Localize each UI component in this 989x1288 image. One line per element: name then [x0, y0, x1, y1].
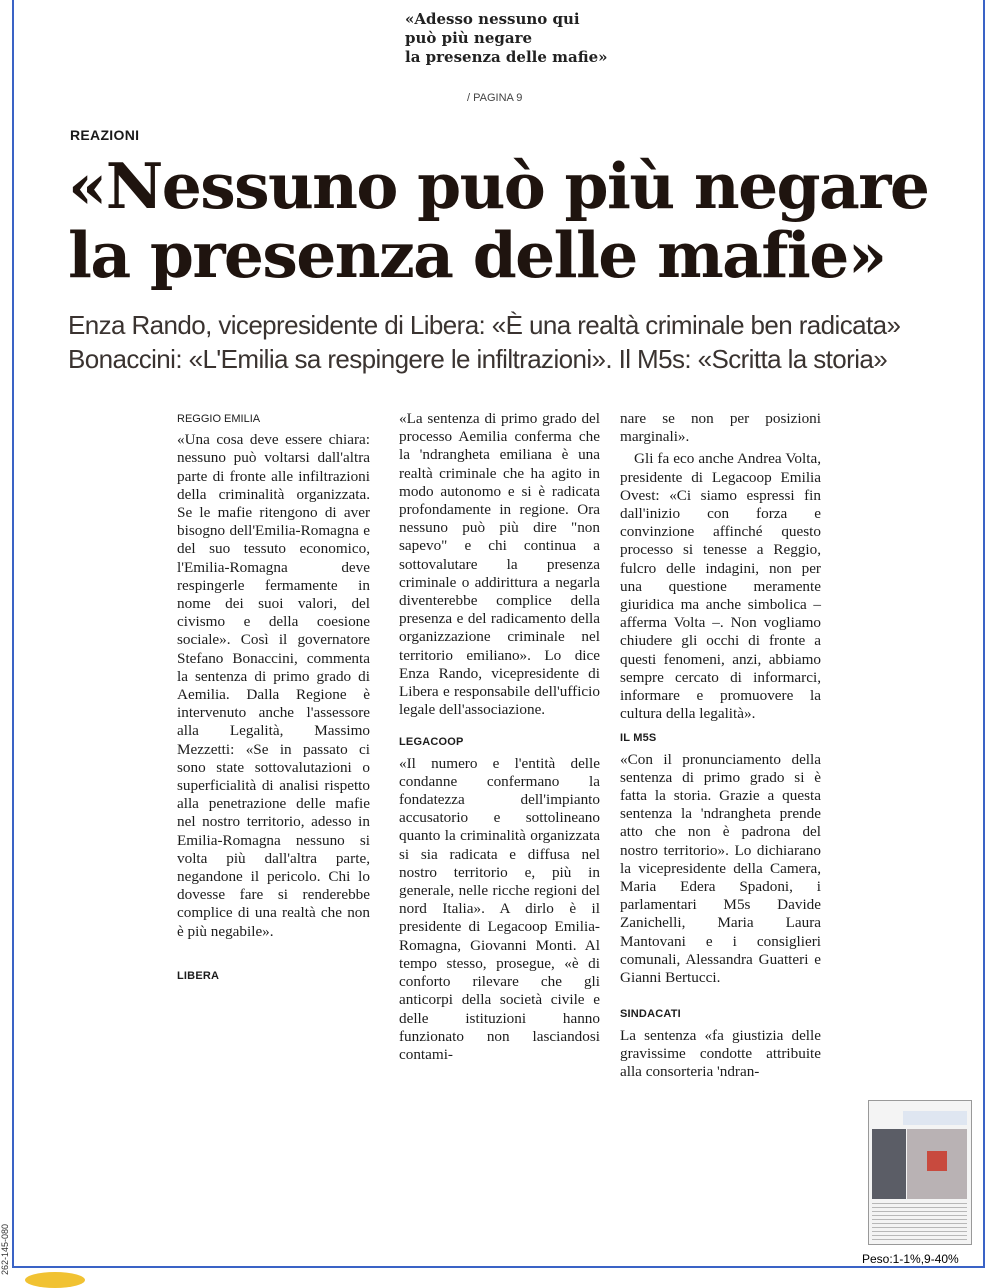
- section-kicker: REAZIONI: [70, 127, 140, 143]
- teaser-line: «Adesso nessuno qui: [405, 10, 580, 28]
- paragraph: «La sentenza di primo grado del processo Aemilia conferma che la 'ndrangheta emiliana è una realtà criminale che ha agito in modo autonomo e si è radicata profondamente in regione. Ora nessuno può più dire "non sapevo" e chi continua a sottovalutare la presenza criminale o addirittura a negarla diventerebbe complice della presenza e del radicamento della organizzazione criminale nel territorio emiliano». Lo dice Enza Rando, vicepresidente di Libera e responsabile dell'ufficio legale dell'associazione.: [399, 410, 600, 719]
- thumbnail-title-block: [903, 1111, 967, 1125]
- weight-label: Peso:1-1%,9-40%: [862, 1252, 959, 1266]
- thumbnail-photo: [872, 1129, 906, 1199]
- publisher-logo: [25, 1272, 85, 1288]
- article-column-2: [399, 410, 600, 1064]
- subheadline: [68, 308, 948, 376]
- headline: [68, 149, 948, 292]
- page-reference: / PAGINA 9: [467, 92, 523, 104]
- clipping-code: [0, 1205, 14, 1280]
- teaser-line: la presenza delle mafie»: [405, 48, 608, 66]
- thumbnail-accent: [927, 1151, 947, 1171]
- subheadline-line: Enza Rando, vicepresidente di Libera: «È una realtà criminale ben radicata»: [68, 310, 901, 340]
- article-column-1: [177, 410, 370, 988]
- paragraph: nare se non per posizioni marginali».: [620, 410, 821, 446]
- paragraph: La sentenza «fa giustizia delle gravissime condotte attribuite alla consorteria 'ndran-: [620, 1026, 821, 1080]
- clipping-code-text: 262-145-080: [0, 1223, 10, 1275]
- paragraph: «Con il pronunciamento della sentenza di primo grado si è fatta la storia. Grazie a questa sentenza la 'ndrangheta prende atto che non è padrona del nostro territorio». Lo dichiarano la vicepresidente della Camera, Maria Edera Spadoni, i parlamentari M5s Davide Zanichelli, Maria Laura Mantovani e i consiglieri comunali, Alessandra Guatteri e Gianni Bertucci.: [620, 750, 821, 987]
- article-column-3: [620, 410, 821, 1081]
- section-heading-sindacati: SINDACATI: [620, 1008, 681, 1021]
- section-heading-m5s: IL M5S: [620, 732, 657, 745]
- dateline: REGGIO EMILIA: [177, 413, 261, 425]
- paragraph: «Una cosa deve essere chiara: nessuno può voltarsi dall'altra parte di fronte alle infiltrazioni della criminalità organizzata. Se le mafie ritengono di aver bisogno dell'Emilia-Romagna e del suo tessuto economico, l'Emilia-Romagna deve respingerle fermamente in nome dei suoi valori, del civismo e della coesione sociale». Così il governatore Stefano Bonaccini, commenta la sentenza di primo grado di Aemilia. Dalla Regione è intervenuto anche l'assessore alla Legalità, Massimo Mezzetti: «Se in passato ci sono state sottovalutazioni o superficialità di analisi rispetto alla penetrazione delle mafie nel nostro territorio, adesso in Emilia-Romagna nessuno si volta più dall'altra parte, negandone il pericolo. Chi lo dovesse fare si renderebbe complice di una realtà che non è più negabile».: [177, 431, 370, 940]
- section-heading-legacoop: LEGACOOP: [399, 736, 464, 749]
- thumbnail-text-lines: [872, 1203, 967, 1241]
- teaser-line: può più negare: [405, 29, 533, 47]
- teaser-box: [405, 10, 625, 67]
- page-thumbnail[interactable]: [868, 1100, 972, 1245]
- paragraph: Gli fa eco anche Andrea Volta, presidente di Legacoop Emilia Ovest: «Ci siamo espressi fin dall'inizio con forza e convinzione affinché questo processo si tenesse a Reggio, fulcro delle indagini, non per una questione meramente giuridica ma anche simbolica – afferma Volta –. Non vogliamo chiudere gli occhi di fronte a questi fenomeni, anzi, abbiamo sempre cercato di informarci, informare e promuovere la cultura della legalità».: [620, 450, 821, 723]
- section-heading-libera: LIBERA: [177, 969, 220, 982]
- headline-line: «Nessuno può più negare: [68, 149, 929, 223]
- subheadline-line: Bonaccini: «L'Emilia sa respingere le infiltrazioni». Il M5s: «Scritta la storia»: [68, 344, 888, 374]
- headline-line: la presenza delle mafie»: [68, 218, 886, 292]
- paragraph: «Il numero e l'entità delle condanne confermano la fondatezza dell'impianto accusatorio e sottolineano quanto la criminalità organizzata si sia radicata e diffusa nel nostro territorio e, più in generale, nelle ricche regioni del nord Italia». A dirlo è il presidente di Legacoop Emilia-Romagna, Giovanni Monti. Al tempo stesso, prosegue, «è di conforto rilevare che gli anticorpi della società civile e delle istituzioni hanno funzionato non lasciandosi contami-: [399, 754, 600, 1063]
